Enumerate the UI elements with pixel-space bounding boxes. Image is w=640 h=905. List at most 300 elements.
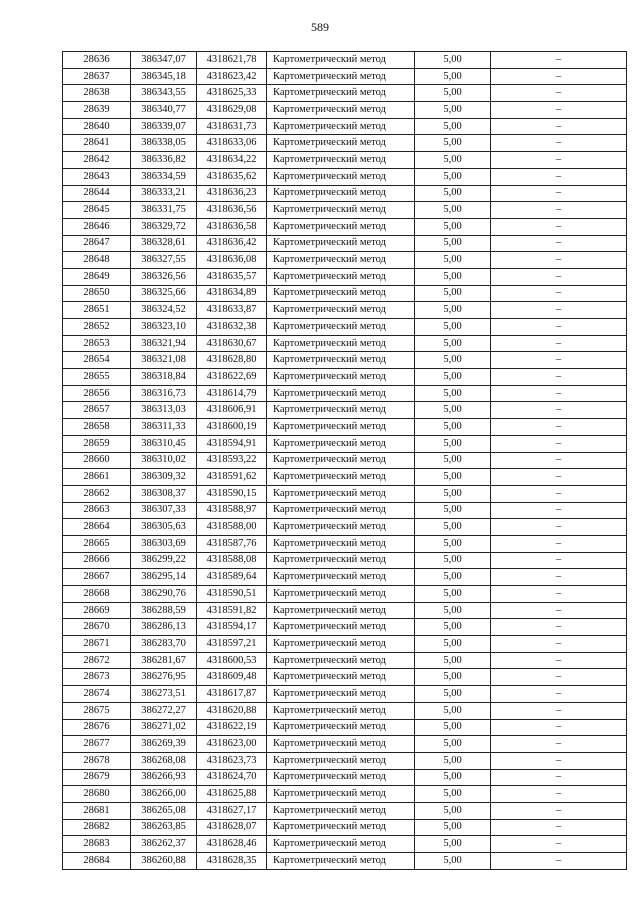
cell-y-coordinate: 4318633,87 — [197, 302, 267, 319]
cell-method: Картометрический метод — [267, 235, 415, 252]
cell-y-coordinate: 4318624,70 — [197, 769, 267, 786]
cell-note: – — [491, 419, 627, 436]
cell-method: Картометрический метод — [267, 419, 415, 436]
cell-method: Картометрический метод — [267, 319, 415, 336]
cell-note: – — [491, 786, 627, 803]
table-row — [63, 669, 627, 686]
cell-accuracy: 5,00 — [415, 469, 491, 486]
cell-y-coordinate: 4318594,17 — [197, 619, 267, 636]
table-row — [63, 202, 627, 219]
cell-point-number: 28666 — [63, 552, 131, 569]
cell-y-coordinate: 4318606,91 — [197, 402, 267, 419]
cell-y-coordinate: 4318625,88 — [197, 786, 267, 803]
cell-y-coordinate: 4318621,78 — [197, 52, 267, 69]
cell-y-coordinate: 4318629,08 — [197, 102, 267, 119]
cell-note: – — [491, 619, 627, 636]
cell-note: – — [491, 319, 627, 336]
cell-y-coordinate: 4318628,35 — [197, 853, 267, 870]
cell-accuracy: 5,00 — [415, 485, 491, 502]
cell-accuracy: 5,00 — [415, 719, 491, 736]
cell-accuracy: 5,00 — [415, 218, 491, 235]
cell-note: – — [491, 52, 627, 69]
cell-y-coordinate: 4318587,76 — [197, 535, 267, 552]
cell-point-number: 28683 — [63, 836, 131, 853]
cell-y-coordinate: 4318627,17 — [197, 802, 267, 819]
cell-y-coordinate: 4318591,82 — [197, 602, 267, 619]
cell-method: Картометрический метод — [267, 602, 415, 619]
cell-note: – — [491, 519, 627, 536]
cell-point-number: 28647 — [63, 235, 131, 252]
cell-method: Картометрический метод — [267, 502, 415, 519]
cell-y-coordinate: 4318623,42 — [197, 68, 267, 85]
cell-method: Картометрический метод — [267, 435, 415, 452]
cell-point-number: 28674 — [63, 686, 131, 703]
cell-x-coordinate: 386325,66 — [131, 285, 197, 302]
cell-method: Картометрический метод — [267, 102, 415, 119]
cell-method: Картометрический метод — [267, 452, 415, 469]
cell-method: Картометрический метод — [267, 736, 415, 753]
cell-accuracy: 5,00 — [415, 702, 491, 719]
cell-point-number: 28673 — [63, 669, 131, 686]
cell-note: – — [491, 602, 627, 619]
cell-x-coordinate: 386303,69 — [131, 535, 197, 552]
cell-point-number: 28654 — [63, 352, 131, 369]
cell-point-number: 28655 — [63, 369, 131, 386]
cell-note: – — [491, 452, 627, 469]
cell-accuracy: 5,00 — [415, 736, 491, 753]
cell-method: Картометрический метод — [267, 552, 415, 569]
cell-accuracy: 5,00 — [415, 836, 491, 853]
table-row — [63, 652, 627, 669]
cell-accuracy: 5,00 — [415, 586, 491, 603]
cell-method: Картометрический метод — [267, 569, 415, 586]
cell-method: Картометрический метод — [267, 752, 415, 769]
table-row — [63, 586, 627, 603]
cell-y-coordinate: 4318588,00 — [197, 519, 267, 536]
cell-point-number: 28676 — [63, 719, 131, 736]
cell-method: Картометрический метод — [267, 218, 415, 235]
cell-point-number: 28670 — [63, 619, 131, 636]
cell-x-coordinate: 386266,93 — [131, 769, 197, 786]
table-row — [63, 619, 627, 636]
page-number: 589 — [311, 20, 329, 34]
cell-accuracy: 5,00 — [415, 369, 491, 386]
cell-point-number: 28664 — [63, 519, 131, 536]
cell-accuracy: 5,00 — [415, 552, 491, 569]
cell-note: – — [491, 285, 627, 302]
cell-method: Картометрический метод — [267, 152, 415, 169]
table-row — [63, 369, 627, 386]
cell-accuracy: 5,00 — [415, 569, 491, 586]
cell-point-number: 28678 — [63, 752, 131, 769]
cell-accuracy: 5,00 — [415, 68, 491, 85]
cell-point-number: 28658 — [63, 419, 131, 436]
cell-point-number: 28672 — [63, 652, 131, 669]
cell-method: Картометрический метод — [267, 586, 415, 603]
table-row — [63, 802, 627, 819]
cell-note: – — [491, 552, 627, 569]
table-row — [63, 569, 627, 586]
cell-point-number: 28660 — [63, 452, 131, 469]
cell-accuracy: 5,00 — [415, 352, 491, 369]
cell-note: – — [491, 68, 627, 85]
cell-y-coordinate: 4318597,21 — [197, 636, 267, 653]
cell-point-number: 28677 — [63, 736, 131, 753]
cell-y-coordinate: 4318636,42 — [197, 235, 267, 252]
cell-note: – — [491, 736, 627, 753]
cell-accuracy: 5,00 — [415, 752, 491, 769]
cell-point-number: 28684 — [63, 853, 131, 870]
cell-accuracy: 5,00 — [415, 769, 491, 786]
cell-point-number: 28675 — [63, 702, 131, 719]
cell-method: Картометрический метод — [267, 185, 415, 202]
cell-point-number: 28645 — [63, 202, 131, 219]
cell-x-coordinate: 386268,08 — [131, 752, 197, 769]
table-row — [63, 252, 627, 269]
table-row — [63, 102, 627, 119]
cell-y-coordinate: 4318600,53 — [197, 652, 267, 669]
cell-y-coordinate: 4318591,62 — [197, 469, 267, 486]
cell-x-coordinate: 386339,07 — [131, 118, 197, 135]
cell-point-number: 28650 — [63, 285, 131, 302]
cell-point-number: 28653 — [63, 335, 131, 352]
table-row — [63, 385, 627, 402]
cell-point-number: 28659 — [63, 435, 131, 452]
cell-x-coordinate: 386295,14 — [131, 569, 197, 586]
cell-note: – — [491, 669, 627, 686]
cell-y-coordinate: 4318623,73 — [197, 752, 267, 769]
cell-method: Картометрический метод — [267, 369, 415, 386]
table-row — [63, 335, 627, 352]
cell-y-coordinate: 4318590,15 — [197, 485, 267, 502]
cell-method: Картометрический метод — [267, 702, 415, 719]
table-row — [63, 686, 627, 703]
cell-point-number: 28642 — [63, 152, 131, 169]
cell-x-coordinate: 386281,67 — [131, 652, 197, 669]
cell-note: – — [491, 352, 627, 369]
table-row — [63, 435, 627, 452]
cell-accuracy: 5,00 — [415, 202, 491, 219]
cell-note: – — [491, 185, 627, 202]
cell-point-number: 28637 — [63, 68, 131, 85]
cell-x-coordinate: 386286,13 — [131, 619, 197, 636]
cell-y-coordinate: 4318625,33 — [197, 85, 267, 102]
cell-x-coordinate: 386324,52 — [131, 302, 197, 319]
cell-accuracy: 5,00 — [415, 502, 491, 519]
table-row — [63, 302, 627, 319]
cell-accuracy: 5,00 — [415, 452, 491, 469]
coordinates-table — [62, 51, 627, 870]
cell-point-number: 28641 — [63, 135, 131, 152]
cell-note: – — [491, 118, 627, 135]
cell-point-number: 28640 — [63, 118, 131, 135]
cell-accuracy: 5,00 — [415, 636, 491, 653]
cell-x-coordinate: 386331,75 — [131, 202, 197, 219]
cell-point-number: 28682 — [63, 819, 131, 836]
table-row — [63, 85, 627, 102]
cell-accuracy: 5,00 — [415, 185, 491, 202]
cell-point-number: 28646 — [63, 218, 131, 235]
cell-accuracy: 5,00 — [415, 385, 491, 402]
cell-note: – — [491, 535, 627, 552]
cell-x-coordinate: 386329,72 — [131, 218, 197, 235]
cell-accuracy: 5,00 — [415, 319, 491, 336]
cell-accuracy: 5,00 — [415, 802, 491, 819]
cell-method: Картометрический метод — [267, 686, 415, 703]
cell-accuracy: 5,00 — [415, 285, 491, 302]
cell-x-coordinate: 386299,22 — [131, 552, 197, 569]
cell-point-number: 28649 — [63, 268, 131, 285]
cell-method: Картометрический метод — [267, 669, 415, 686]
cell-accuracy: 5,00 — [415, 686, 491, 703]
cell-x-coordinate: 386321,94 — [131, 335, 197, 352]
cell-note: – — [491, 435, 627, 452]
cell-accuracy: 5,00 — [415, 602, 491, 619]
cell-x-coordinate: 386265,08 — [131, 802, 197, 819]
cell-accuracy: 5,00 — [415, 135, 491, 152]
table-row — [63, 419, 627, 436]
cell-point-number: 28651 — [63, 302, 131, 319]
cell-note: – — [491, 719, 627, 736]
cell-accuracy: 5,00 — [415, 302, 491, 319]
table-row — [63, 602, 627, 619]
cell-accuracy: 5,00 — [415, 168, 491, 185]
table-row — [63, 485, 627, 502]
cell-x-coordinate: 386340,77 — [131, 102, 197, 119]
cell-x-coordinate: 386310,45 — [131, 435, 197, 452]
cell-point-number: 28648 — [63, 252, 131, 269]
table-row — [63, 535, 627, 552]
cell-x-coordinate: 386310,02 — [131, 452, 197, 469]
cell-x-coordinate: 386316,73 — [131, 385, 197, 402]
cell-y-coordinate: 4318617,87 — [197, 686, 267, 703]
cell-y-coordinate: 4318622,69 — [197, 369, 267, 386]
cell-note: – — [491, 752, 627, 769]
cell-y-coordinate: 4318633,06 — [197, 135, 267, 152]
cell-note: – — [491, 102, 627, 119]
cell-note: – — [491, 652, 627, 669]
cell-note: – — [491, 819, 627, 836]
cell-y-coordinate: 4318600,19 — [197, 419, 267, 436]
cell-y-coordinate: 4318634,89 — [197, 285, 267, 302]
cell-y-coordinate: 4318609,48 — [197, 669, 267, 686]
cell-x-coordinate: 386334,59 — [131, 168, 197, 185]
cell-note: – — [491, 168, 627, 185]
cell-accuracy: 5,00 — [415, 235, 491, 252]
cell-method: Картометрический метод — [267, 652, 415, 669]
cell-accuracy: 5,00 — [415, 85, 491, 102]
cell-y-coordinate: 4318622,19 — [197, 719, 267, 736]
cell-note: – — [491, 268, 627, 285]
cell-y-coordinate: 4318594,91 — [197, 435, 267, 452]
cell-x-coordinate: 386321,08 — [131, 352, 197, 369]
cell-y-coordinate: 4318628,80 — [197, 352, 267, 369]
cell-x-coordinate: 386336,82 — [131, 152, 197, 169]
cell-point-number: 28663 — [63, 502, 131, 519]
table-row — [63, 152, 627, 169]
cell-method: Картометрический метод — [267, 485, 415, 502]
cell-method: Картометрический метод — [267, 85, 415, 102]
cell-y-coordinate: 4318630,67 — [197, 335, 267, 352]
cell-point-number: 28638 — [63, 85, 131, 102]
cell-y-coordinate: 4318635,57 — [197, 268, 267, 285]
cell-method: Картометрический метод — [267, 535, 415, 552]
cell-note: – — [491, 636, 627, 653]
cell-accuracy: 5,00 — [415, 335, 491, 352]
cell-x-coordinate: 386272,27 — [131, 702, 197, 719]
cell-method: Картометрический метод — [267, 719, 415, 736]
table-row — [63, 268, 627, 285]
table-body — [63, 52, 627, 870]
cell-x-coordinate: 386326,56 — [131, 268, 197, 285]
cell-note: – — [491, 586, 627, 603]
cell-x-coordinate: 386313,03 — [131, 402, 197, 419]
cell-y-coordinate: 4318628,46 — [197, 836, 267, 853]
table-row — [63, 836, 627, 853]
table-row — [63, 736, 627, 753]
cell-x-coordinate: 386311,33 — [131, 419, 197, 436]
table-row — [63, 502, 627, 519]
table-row — [63, 519, 627, 536]
cell-point-number: 28679 — [63, 769, 131, 786]
cell-note: – — [491, 135, 627, 152]
cell-x-coordinate: 386273,51 — [131, 686, 197, 703]
table-row — [63, 319, 627, 336]
cell-accuracy: 5,00 — [415, 435, 491, 452]
cell-x-coordinate: 386263,85 — [131, 819, 197, 836]
cell-method: Картометрический метод — [267, 819, 415, 836]
cell-y-coordinate: 4318614,79 — [197, 385, 267, 402]
cell-method: Картометрический метод — [267, 636, 415, 653]
cell-y-coordinate: 4318631,73 — [197, 118, 267, 135]
cell-accuracy: 5,00 — [415, 102, 491, 119]
cell-point-number: 28681 — [63, 802, 131, 819]
table-row — [63, 218, 627, 235]
cell-note: – — [491, 802, 627, 819]
cell-method: Картометрический метод — [267, 853, 415, 870]
cell-x-coordinate: 386305,63 — [131, 519, 197, 536]
cell-method: Картометрический метод — [267, 519, 415, 536]
cell-note: – — [491, 769, 627, 786]
cell-accuracy: 5,00 — [415, 152, 491, 169]
cell-note: – — [491, 252, 627, 269]
cell-accuracy: 5,00 — [415, 669, 491, 686]
cell-point-number: 28652 — [63, 319, 131, 336]
cell-y-coordinate: 4318636,58 — [197, 218, 267, 235]
cell-note: – — [491, 469, 627, 486]
cell-y-coordinate: 4318620,88 — [197, 702, 267, 719]
cell-point-number: 28669 — [63, 602, 131, 619]
table-row — [63, 769, 627, 786]
cell-method: Картометрический метод — [267, 352, 415, 369]
table-row — [63, 786, 627, 803]
cell-note: – — [491, 569, 627, 586]
cell-y-coordinate: 4318635,62 — [197, 168, 267, 185]
table-row — [63, 469, 627, 486]
cell-point-number: 28665 — [63, 535, 131, 552]
cell-x-coordinate: 386327,55 — [131, 252, 197, 269]
cell-note: – — [491, 702, 627, 719]
cell-note: – — [491, 202, 627, 219]
cell-accuracy: 5,00 — [415, 419, 491, 436]
cell-y-coordinate: 4318636,56 — [197, 202, 267, 219]
cell-point-number: 28661 — [63, 469, 131, 486]
cell-note: – — [491, 369, 627, 386]
cell-point-number: 28680 — [63, 786, 131, 803]
cell-x-coordinate: 386262,37 — [131, 836, 197, 853]
cell-x-coordinate: 386290,76 — [131, 586, 197, 603]
cell-point-number: 28639 — [63, 102, 131, 119]
cell-x-coordinate: 386343,55 — [131, 85, 197, 102]
cell-point-number: 28643 — [63, 168, 131, 185]
table-row — [63, 452, 627, 469]
cell-method: Картометрический метод — [267, 385, 415, 402]
table-row — [63, 118, 627, 135]
table-row — [63, 819, 627, 836]
cell-note: – — [491, 85, 627, 102]
cell-y-coordinate: 4318632,38 — [197, 319, 267, 336]
cell-method: Картометрический метод — [267, 52, 415, 69]
cell-note: – — [491, 485, 627, 502]
cell-accuracy: 5,00 — [415, 853, 491, 870]
cell-y-coordinate: 4318623,00 — [197, 736, 267, 753]
table-row — [63, 752, 627, 769]
cell-point-number: 28668 — [63, 586, 131, 603]
cell-y-coordinate: 4318589,64 — [197, 569, 267, 586]
table-row — [63, 853, 627, 870]
cell-x-coordinate: 386338,05 — [131, 135, 197, 152]
table-row — [63, 135, 627, 152]
cell-method: Картометрический метод — [267, 68, 415, 85]
cell-note: – — [491, 836, 627, 853]
cell-x-coordinate: 386288,59 — [131, 602, 197, 619]
cell-x-coordinate: 386260,88 — [131, 853, 197, 870]
cell-method: Картометрический метод — [267, 802, 415, 819]
cell-accuracy: 5,00 — [415, 519, 491, 536]
table-row — [63, 285, 627, 302]
cell-x-coordinate: 386328,61 — [131, 235, 197, 252]
cell-method: Картометрический метод — [267, 118, 415, 135]
cell-accuracy: 5,00 — [415, 252, 491, 269]
cell-method: Картометрический метод — [267, 135, 415, 152]
table-row — [63, 235, 627, 252]
cell-x-coordinate: 386269,39 — [131, 736, 197, 753]
cell-method: Картометрический метод — [267, 836, 415, 853]
table-row — [63, 719, 627, 736]
cell-x-coordinate: 386271,02 — [131, 719, 197, 736]
cell-x-coordinate: 386309,32 — [131, 469, 197, 486]
cell-x-coordinate: 386307,33 — [131, 502, 197, 519]
table-row — [63, 352, 627, 369]
cell-accuracy: 5,00 — [415, 402, 491, 419]
table-row — [63, 552, 627, 569]
cell-accuracy: 5,00 — [415, 535, 491, 552]
cell-note: – — [491, 686, 627, 703]
cell-note: – — [491, 335, 627, 352]
cell-x-coordinate: 386283,70 — [131, 636, 197, 653]
cell-point-number: 28662 — [63, 485, 131, 502]
cell-x-coordinate: 386318,84 — [131, 369, 197, 386]
cell-accuracy: 5,00 — [415, 786, 491, 803]
cell-y-coordinate: 4318636,23 — [197, 185, 267, 202]
cell-accuracy: 5,00 — [415, 268, 491, 285]
cell-x-coordinate: 386333,21 — [131, 185, 197, 202]
table-row — [63, 402, 627, 419]
cell-method: Картометрический метод — [267, 252, 415, 269]
table-row — [63, 636, 627, 653]
table-row — [63, 185, 627, 202]
cell-note: – — [491, 502, 627, 519]
